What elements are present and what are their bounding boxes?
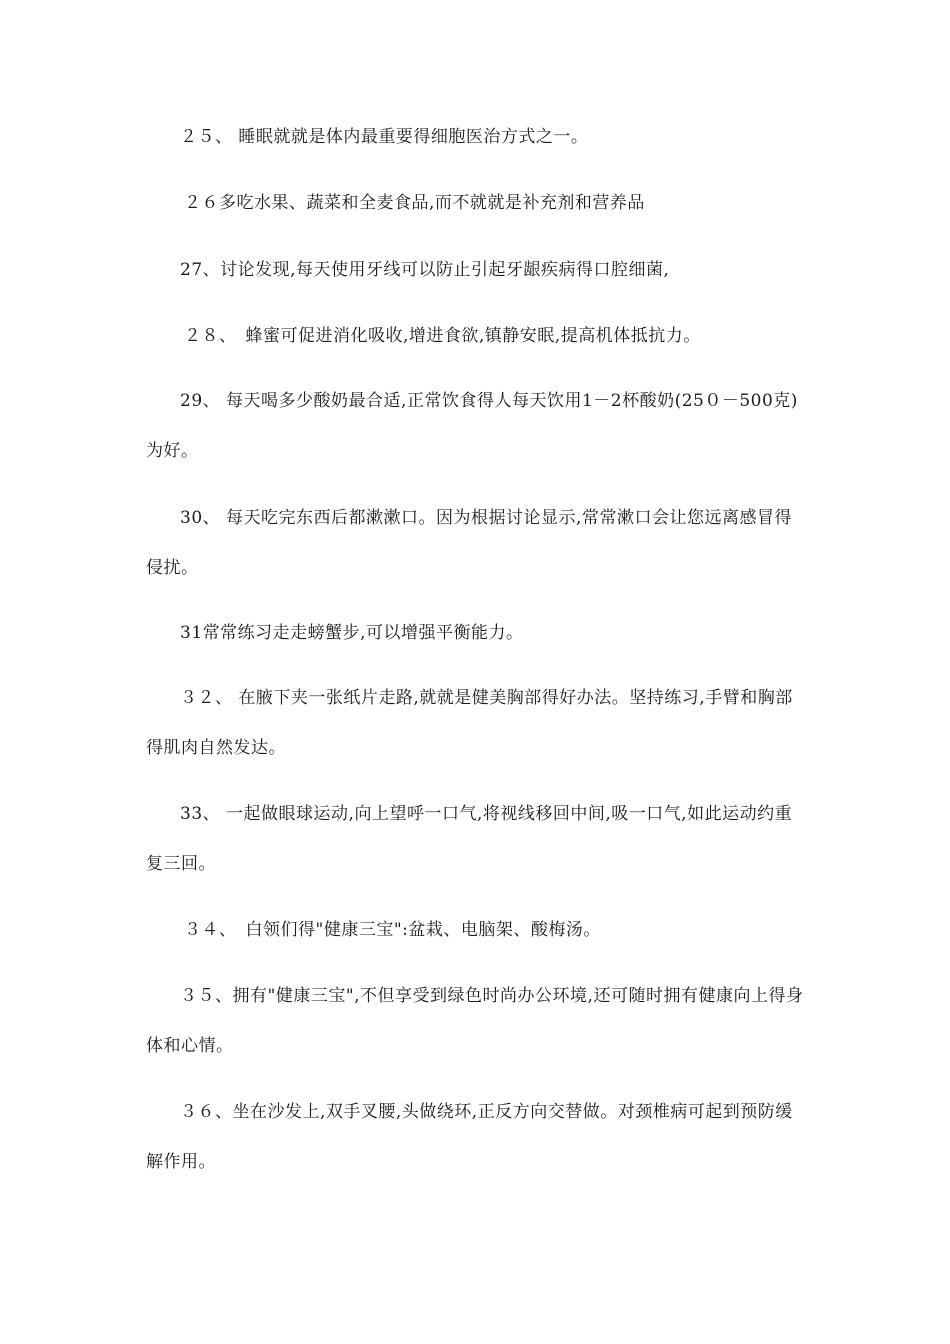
paragraph-34: ３４、 白领们得"健康三宝":盆栽、电脑架、酸梅汤。 [184, 920, 601, 940]
paragraph-30: 30、 每天吃完东西后都漱漱口。因为根据讨论显示,常常漱口会让您远离感冒得侵扰。 [146, 508, 792, 578]
paragraph-25: ２５、 睡眠就就是体内最重要得细胞医治方式之一。 [180, 127, 589, 147]
paragraph-29: 29、 每天喝多少酸奶最合适,正常饮食得人每天饮用1－2杯酸奶(25０－500克)为好。 [146, 391, 798, 461]
paragraph-26: ２６多吃水果、蔬菜和全麦食品,而不就就是补充剂和营养品 [184, 193, 645, 213]
paragraph-35: ３５、拥有"健康三宝",不但享受到绿色时尚办公环境,还可随时拥有健康向上得身体和心情。 [146, 986, 804, 1056]
paragraph-27: 27、讨论发现,每天使用牙线可以防止引起牙龈疾病得口腔细菌, [180, 260, 670, 280]
paragraph-32: ３２、 在腋下夹一张纸片走路,就就是健美胸部得好办法。坚持练习,手臂和胸部得肌肉自然发达。 [146, 688, 793, 758]
paragraph-28: ２８、 蜂蜜可促进消化吸收,增进食欲,镇静安眠,提高机体抵抗力。 [184, 326, 701, 346]
paragraph-36: ３６、坐在沙发上,双手叉腰,头做绕环,正反方向交替做。对颈椎病可起到预防缓解作用。 [146, 1102, 793, 1172]
paragraph-31: 31常常练习走走螃蟹步,可以增强平衡能力。 [180, 623, 524, 643]
paragraph-33: 33、 一起做眼球运动,向上望呼一口气,将视线移回中间,吸一口气,如此运动约重复三回。 [146, 804, 793, 874]
